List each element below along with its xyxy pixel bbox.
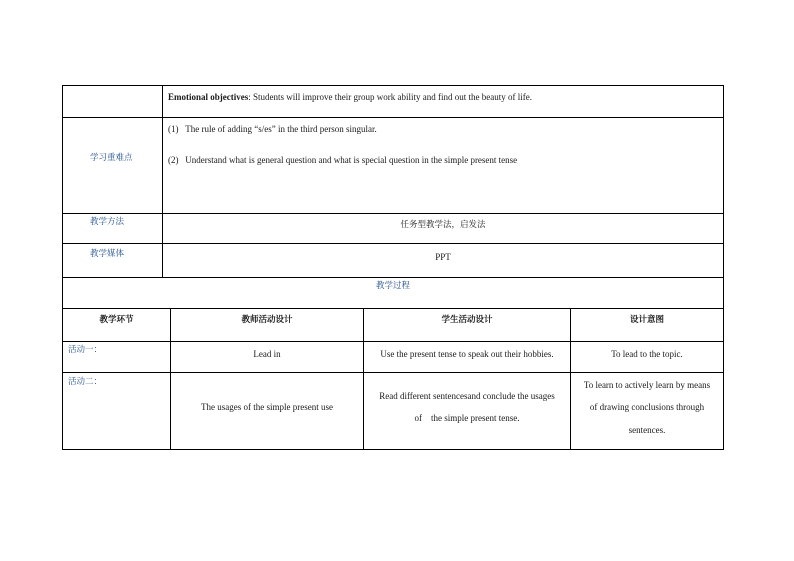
key-point-2 — [168, 155, 517, 166]
emotional-objectives-label: Emotional objectives — [168, 92, 249, 102]
row2-teacher: The usages of the simple present use — [201, 402, 333, 412]
row1-purpose: To lead to the topic. — [611, 349, 683, 359]
process-title: 教学过程 — [375, 281, 410, 291]
key-point-1-num: (1) — [168, 124, 179, 134]
row2-student-line2: of the simple present tense. — [414, 413, 520, 423]
media-value: PPT — [435, 252, 451, 262]
row2-student-cell — [363, 372, 571, 450]
emotional-objectives-text: : Students will improve their group work ability and find out the beauty of life. — [248, 92, 532, 102]
header-stage: 教学环节 — [99, 315, 134, 325]
header-student: 学生活动设计 — [441, 315, 493, 325]
row2-purpose-line1: To learn to actively learn by means — [583, 380, 711, 390]
key-points-label-cell — [62, 117, 163, 214]
row1-teacher: Lead in — [253, 349, 281, 359]
header-purpose: 设计意图 — [629, 315, 664, 325]
key-point-2-text: Understand what is general question and what is special question in the simple present tense — [185, 155, 518, 165]
method-label: 教学方法 — [90, 217, 125, 227]
key-point-2-num: (2) — [168, 155, 179, 165]
row1-stage: 活动一： — [68, 345, 103, 355]
emotional-objectives — [168, 92, 532, 103]
row2-purpose-line2: of drawing conclusions through — [589, 402, 705, 412]
method-value: 任务型教学法，启发法 — [400, 220, 486, 230]
key-point-1 — [168, 124, 377, 135]
row1-student: Use the present tense to speak out their hobbies. — [380, 349, 554, 359]
row2-purpose-line3: sentences. — [628, 425, 666, 435]
row2-student-line1: Read different sentencesand conclude the usages — [379, 391, 555, 401]
header-teacher: 教师活动设计 — [241, 315, 293, 325]
key-point-1-text: The rule of adding “s/es” in the third person singular. — [185, 124, 377, 134]
media-label: 教学媒体 — [90, 249, 125, 259]
key-points-label: 学习重难点 — [90, 153, 133, 163]
row2-stage: 活动二： — [68, 377, 103, 387]
objectives-label-cell — [62, 85, 163, 118]
